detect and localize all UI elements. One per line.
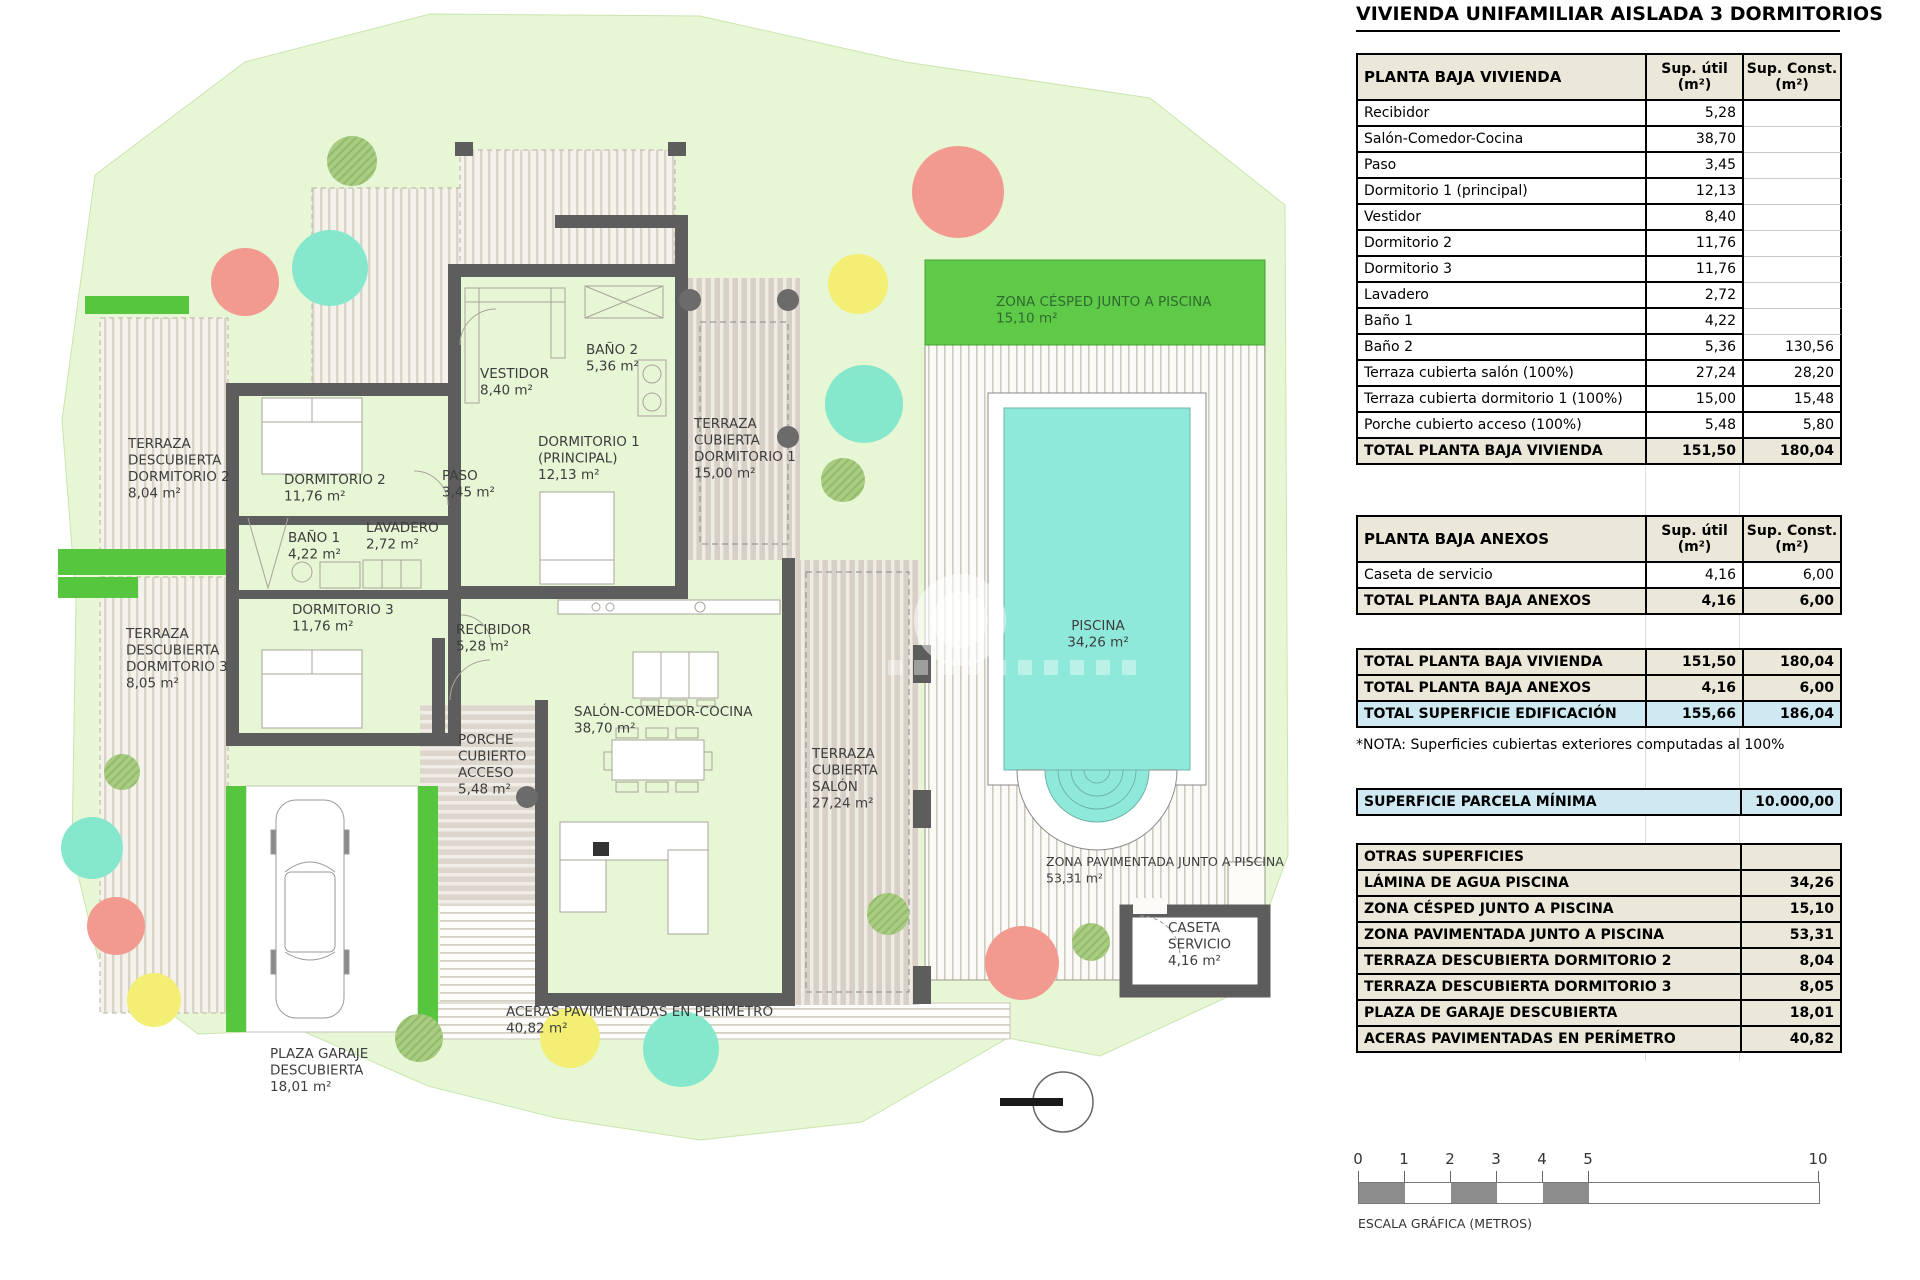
table-cell (1744, 153, 1842, 179)
table-cell: Salón-Comedor-Cocina (1358, 127, 1647, 153)
plan-label: DORMITORIO 2 11,76 m² (284, 472, 386, 505)
plan-label: CASETA SERVICIO 4,16 m² (1168, 920, 1231, 969)
page-title: VIVIENDA UNIFAMILIAR AISLADA 3 DORMITORIOS (1356, 3, 1840, 32)
table-row (1358, 413, 1842, 439)
col-header-sup-const: Sup. Const. (m²) (1744, 517, 1842, 563)
table-cell: ACERAS PAVIMENTADAS EN PERÍMETRO (1358, 1027, 1742, 1053)
tree-icon (643, 1011, 719, 1087)
table-row (1358, 845, 1842, 871)
table-cell: 5,80 (1744, 413, 1842, 439)
tree-icon (87, 897, 145, 955)
scale-segment (1359, 1183, 1405, 1203)
table-row (1358, 387, 1842, 413)
table-cell: 4,16 (1647, 676, 1744, 702)
table-row (1358, 975, 1842, 1001)
table-cell: 130,56 (1744, 335, 1842, 361)
table-row (1358, 790, 1842, 816)
table-row (1358, 871, 1842, 897)
table-cell: 8,04 (1742, 949, 1842, 975)
scale-label: ESCALA GRÁFICA (METROS) (1358, 1216, 1532, 1231)
tree-icon (395, 1014, 443, 1062)
scale-tick-number: 5 (1583, 1150, 1593, 1168)
tree-icon (825, 365, 903, 443)
table-cell: 8,40 (1647, 205, 1744, 231)
table-cell (1744, 231, 1842, 257)
plan-label: BAÑO 1 4,22 m² (288, 530, 341, 563)
scale-tick-line (1496, 1171, 1497, 1182)
tree-icon (821, 458, 865, 502)
table-cell: 6,00 (1744, 563, 1842, 589)
table-cell (1744, 179, 1842, 205)
scale-tick-number: 10 (1808, 1150, 1828, 1168)
scale-tick-line (1358, 1171, 1359, 1182)
table-row (1358, 439, 1842, 465)
plan-label: TERRAZA CUBIERTA DORMITORIO 1 15,00 m² (694, 416, 796, 482)
plan-label: DORMITORIO 1 (PRINCIPAL) 12,13 m² (538, 434, 640, 483)
table-cell (1742, 845, 1842, 871)
table-cell: 155,66 (1647, 702, 1744, 728)
table-cell: 15,00 (1647, 387, 1744, 413)
table-row (1358, 283, 1842, 309)
table-row (1358, 1001, 1842, 1027)
table-cell: 15,48 (1744, 387, 1842, 413)
scale-tick-number: 3 (1491, 1150, 1501, 1168)
car-icon (271, 800, 349, 1018)
table-cell: Caseta de servicio (1358, 563, 1647, 589)
plan-label: ACERAS PAVIMENTADAS EN PERÍMETRO 40,82 m² (506, 1004, 774, 1037)
table-cell: PLAZA DE GARAJE DESCUBIERTA (1358, 1001, 1742, 1027)
table-row (1358, 1027, 1842, 1053)
table-header-row (1358, 55, 1842, 101)
note-text: *NOTA: Superficies cubiertas exteriores computadas al 100% (1356, 737, 1785, 753)
scale-tick-line (1542, 1171, 1543, 1182)
table-cell: LÁMINA DE AGUA PISCINA (1358, 871, 1742, 897)
otras-superficies-table (1356, 843, 1842, 1053)
garage (226, 786, 438, 1032)
parcela-minima-table (1356, 788, 1842, 816)
table-row (1358, 127, 1842, 153)
table-cell: OTRAS SUPERFICIES (1358, 845, 1742, 871)
table-cell (1744, 205, 1842, 231)
table-cell: 5,36 (1647, 335, 1744, 361)
scale-tick-line (1404, 1171, 1405, 1182)
table-cell: TOTAL SUPERFICIE EDIFICACIÓN (1358, 702, 1647, 728)
plan-label: LAVADERO 2,72 m² (366, 520, 439, 553)
tree-icon (327, 136, 377, 186)
planta-baja-anexos-table (1356, 515, 1842, 615)
table-cell: Dormitorio 3 (1358, 257, 1647, 283)
table-cell (1744, 101, 1842, 127)
table-cell: Lavadero (1358, 283, 1647, 309)
col-header-sup-util: Sup. útil (m²) (1647, 517, 1744, 563)
tree-icon (104, 754, 140, 790)
table-cell: 4,16 (1647, 589, 1744, 615)
table-row (1358, 101, 1842, 127)
table-cell: Terraza cubierta salón (100%) (1358, 361, 1647, 387)
table-cell: 5,48 (1647, 413, 1744, 439)
plan-label: PORCHE CUBIERTO ACCESO 5,48 m² (458, 732, 527, 798)
table-cell: 2,72 (1647, 283, 1744, 309)
tree-icon (985, 926, 1059, 1000)
totals-summary-table (1356, 648, 1842, 728)
tree-icon (867, 893, 909, 935)
graphic-scale (1353, 1150, 1838, 1245)
table-title: PLANTA BAJA VIVIENDA (1358, 55, 1647, 101)
table-cell: Baño 2 (1358, 335, 1647, 361)
table-cell: TOTAL PLANTA BAJA VIVIENDA (1358, 439, 1647, 465)
table-cell: Dormitorio 1 (principal) (1358, 179, 1647, 205)
table-row (1358, 309, 1842, 335)
plan-label: PLAZA GARAJE DESCUBIERTA 18,01 m² (270, 1046, 369, 1095)
tree-icon (828, 254, 888, 314)
table-cell: 11,76 (1647, 257, 1744, 283)
plan-label: TERRAZA DESCUBIERTA DORMITORIO 2 8,04 m² (128, 436, 230, 502)
table-cell: Recibidor (1358, 101, 1647, 127)
table-row (1358, 589, 1842, 615)
table-cell: 15,10 (1742, 897, 1842, 923)
tree-icon (127, 973, 181, 1027)
table-cell: TERRAZA DESCUBIERTA DORMITORIO 2 (1358, 949, 1742, 975)
scale-bar (1358, 1182, 1820, 1204)
tree-icon (292, 230, 368, 306)
col-header-sup-util: Sup. útil (m²) (1647, 55, 1744, 101)
table-cell: TOTAL PLANTA BAJA ANEXOS (1358, 676, 1647, 702)
table-cell: 12,13 (1647, 179, 1744, 205)
table-row (1358, 361, 1842, 387)
table-cell: ZONA CÉSPED JUNTO A PISCINA (1358, 897, 1742, 923)
table-row (1358, 563, 1842, 589)
table-cell: TOTAL PLANTA BAJA VIVIENDA (1358, 650, 1647, 676)
table-cell: SUPERFICIE PARCELA MÍNIMA (1358, 790, 1742, 816)
paving-notch (1228, 862, 1265, 911)
scale-tick-line (1588, 1171, 1589, 1182)
table-cell (1744, 127, 1842, 153)
plan-label: BAÑO 2 5,36 m² (586, 342, 639, 375)
plan-label: PISCINA 34,26 m² (1067, 618, 1129, 651)
table-cell (1744, 309, 1842, 335)
table-cell: 4,22 (1647, 309, 1744, 335)
plan-label: SALÓN-COMEDOR-COCINA 38,70 m² (574, 704, 753, 737)
table-cell: 34,26 (1742, 871, 1842, 897)
table-cell: 10.000,00 (1742, 790, 1842, 816)
table-cell: 151,50 (1647, 650, 1744, 676)
table-cell: 6,00 (1744, 676, 1842, 702)
table-row (1358, 257, 1842, 283)
scale-segment (1543, 1183, 1589, 1203)
table-cell: 6,00 (1744, 589, 1842, 615)
table-row (1358, 949, 1842, 975)
table-cell: 18,01 (1742, 1001, 1842, 1027)
tree-icon (211, 248, 279, 316)
table-cell: 11,76 (1647, 231, 1744, 257)
tree-icon (61, 817, 123, 879)
table-row (1358, 231, 1842, 257)
plan-label: DORMITORIO 3 11,76 m² (292, 602, 394, 635)
table-row (1358, 205, 1842, 231)
table-cell: TOTAL PLANTA BAJA ANEXOS (1358, 589, 1647, 615)
table-row (1358, 650, 1842, 676)
table-cell: 40,82 (1742, 1027, 1842, 1053)
table-cell: 180,04 (1744, 650, 1842, 676)
table-cell: Paso (1358, 153, 1647, 179)
table-row (1358, 676, 1842, 702)
scale-tick-number: 4 (1537, 1150, 1547, 1168)
scale-tick-number: 1 (1399, 1150, 1409, 1168)
tree-icon (1072, 923, 1110, 961)
table-row (1358, 897, 1842, 923)
planta-baja-vivienda-table (1356, 53, 1842, 465)
table-cell: Terraza cubierta dormitorio 1 (100%) (1358, 387, 1647, 413)
table-row (1358, 179, 1842, 205)
scale-tick-number: 0 (1353, 1150, 1363, 1168)
table-cell: 27,24 (1647, 361, 1744, 387)
scale-tick-line (1818, 1171, 1819, 1182)
north-marker-icon (1000, 1072, 1093, 1132)
plan-label: TERRAZA DESCUBIERTA DORMITORIO 3 8,05 m² (126, 626, 228, 692)
table-cell (1744, 257, 1842, 283)
table-cell: Porche cubierto acceso (100%) (1358, 413, 1647, 439)
table-header-row (1358, 517, 1842, 563)
table-row (1358, 702, 1842, 728)
plan-label: VESTIDOR 8,40 m² (480, 366, 549, 399)
plan-label: ZONA CÉSPED JUNTO A PISCINA 15,10 m² (996, 294, 1212, 327)
table-cell: 151,50 (1647, 439, 1744, 465)
scale-segment (1451, 1183, 1497, 1203)
plan-label: PASO 3,45 m² (442, 468, 495, 501)
table-cell: ZONA PAVIMENTADA JUNTO A PISCINA (1358, 923, 1742, 949)
tree-icon (912, 146, 1004, 238)
table-cell: 8,05 (1742, 975, 1842, 1001)
table-row (1358, 153, 1842, 179)
table-cell: TERRAZA DESCUBIERTA DORMITORIO 3 (1358, 975, 1742, 1001)
scale-tick-number: 2 (1445, 1150, 1455, 1168)
table-cell: 180,04 (1744, 439, 1842, 465)
table-title: PLANTA BAJA ANEXOS (1358, 517, 1647, 563)
table-cell: Baño 1 (1358, 309, 1647, 335)
table-row (1358, 923, 1842, 949)
table-cell: Dormitorio 2 (1358, 231, 1647, 257)
table-row (1358, 335, 1842, 361)
pool-water (1004, 408, 1190, 770)
table-cell: 5,28 (1647, 101, 1744, 127)
table-cell: Vestidor (1358, 205, 1647, 231)
scale-tick-line (1450, 1171, 1451, 1182)
table-cell (1744, 283, 1842, 309)
plan-label: TERRAZA CUBIERTA SALÓN 27,24 m² (812, 746, 878, 812)
plan-label: ZONA PAVIMENTADA JUNTO A PISCINA 53,31 m² (1046, 854, 1284, 886)
plan-label: RECIBIDOR 5,28 m² (456, 622, 531, 655)
table-cell: 3,45 (1647, 153, 1744, 179)
table-cell: 4,16 (1647, 563, 1744, 589)
table-cell: 186,04 (1744, 702, 1842, 728)
table-cell: 28,20 (1744, 361, 1842, 387)
table-cell: 53,31 (1742, 923, 1842, 949)
col-header-sup-const: Sup. Const. (m²) (1744, 55, 1842, 101)
table-cell: 38,70 (1647, 127, 1744, 153)
